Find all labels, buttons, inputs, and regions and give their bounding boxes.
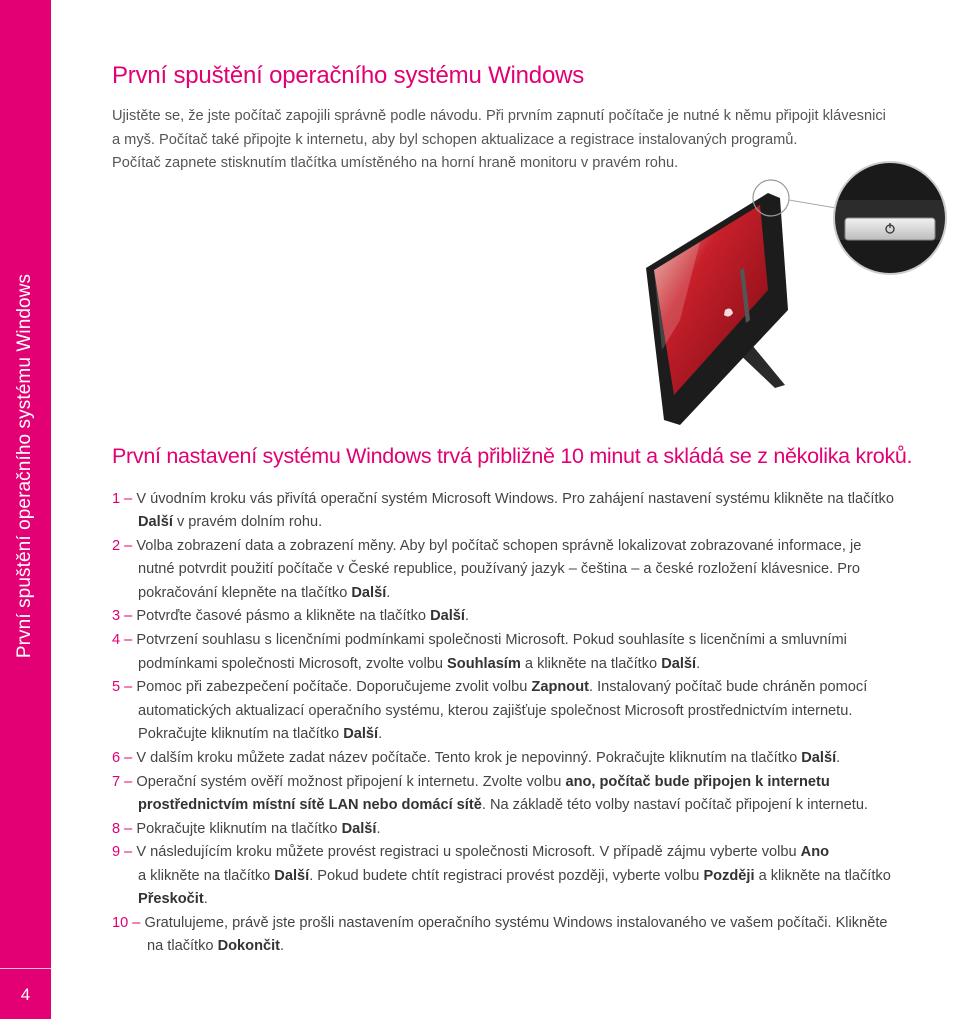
step-text: Pokračujte kliknutím na tlačítko Další.	[136, 820, 381, 837]
step-text: V následujícím kroku můžete provést registraci u společnosti Microsoft. V případě zájmu vyberte volbu Ano	[136, 844, 830, 861]
step-text: Volba zobrazení data a zobrazení měny. Aby byl počítač schopen správně lokalizovat zobrazované informace, je	[136, 538, 862, 555]
page-number: 4	[20, 985, 31, 1004]
bold-term: Později	[703, 867, 755, 884]
bold-term: Zapnout	[531, 679, 589, 696]
bold-term: Další	[661, 655, 697, 672]
page-title: První spuštění operačního systému Windows	[112, 62, 585, 89]
intro-line: Počítač zapnete stisknutím tlačítka umístěného na horní hraně monitoru v pravém rohu.	[112, 155, 679, 171]
monitor-power-button-illustration	[640, 160, 950, 430]
step-number: 3	[112, 608, 121, 625]
bold-term: Dokončit	[217, 938, 281, 955]
sidebar-title: První spuštění operačního systému Windows	[14, 273, 35, 659]
step-text: Přeskočit.	[138, 891, 208, 908]
step-number: 2	[112, 538, 121, 555]
step-text: na tlačítko Dokončit.	[147, 938, 285, 955]
list-item: 4 – Potvrzení souhlasu s licenčními podmínkami společnosti Microsoft. Pokud souhlasíte s licenčními a smluvními podmínkami společnosti Microsoft, zvolte volbu Souhlasím a klikněte na tlačítko Další.	[112, 629, 960, 676]
step-text: Operační systém ověří možnost připojení k internetu. Zvolte volbu ano, počítač bude připojen k internetu	[136, 773, 830, 790]
step-text: Potvrďte časové pásmo a klikněte na tlačítko Další.	[136, 608, 470, 625]
list-item: 6 – V dalším kroku můžete zadat název počítače. Tento krok je nepovinný. Pokračujte kliknutím na tlačítko Další.	[112, 749, 841, 766]
sidebar-divider	[0, 968, 51, 969]
step-text: V dalším kroku můžete zadat název počítače. Tento krok je nepovinný. Pokračujte kliknutím na tlačítko Další.	[136, 749, 841, 766]
step-text: prostřednictvím místní sítě LAN nebo domácí sítě. Na základě této volby nastaví počítač připojení k internetu.	[138, 796, 868, 813]
step-text: podmínkami společnosti Microsoft, zvolte volbu Souhlasím a klikněte na tlačítko Další.	[138, 655, 701, 672]
list-item: 3 – Potvrďte časové pásmo a klikněte na tlačítko Další.	[112, 608, 470, 625]
list-item: 5 – Pomoc při zabezpečení počítače. Doporučujeme zvolit volbu Zapnout. Instalovaný počítač bude chráněn pomocí automatických aktualizací operačního systému, kterou zajišťuje společnost Microsoft prostřednictvím internetu. Pokračujte kliknutím na tlačítko Další.	[112, 676, 960, 746]
bold-term: Další	[138, 514, 173, 531]
bold-term: Další	[274, 867, 310, 884]
step-text: nutné potvrdit použití počítače v České republice, používaný jazyk – čeština – a české rozložení klávesnice. Pro	[138, 561, 860, 578]
step-text: automatických aktualizací operačního systému, kterou zajišťuje společnost Microsoft prostřednictvím internetu.	[138, 702, 853, 719]
step-number: 8	[112, 820, 121, 837]
step-text: Pomoc při zabezpečení počítače. Doporučujeme zvolit volbu Zapnout. Instalovaný počítač bude chráněn pomocí	[136, 679, 868, 696]
bold-term: Další	[341, 820, 377, 837]
list-item: 1 – V úvodním kroku vás přivítá operační systém Microsoft Windows. Pro zahájení nastavení systému klikněte na tlačítko Další v pravém dolním rohu.	[112, 488, 960, 535]
sidebar	[0, 0, 51, 1019]
bold-term: Ano	[800, 844, 830, 861]
step-text: a klikněte na tlačítko Další. Pokud budete chtít registraci provést později, vyberte volbu Později a klikněte na tlačítko	[138, 867, 891, 884]
bold-term: Další	[430, 608, 465, 625]
step-number: 10	[112, 914, 129, 931]
step-number: 4	[112, 632, 121, 649]
step-number: 1	[112, 491, 121, 507]
step-number: 5	[112, 679, 121, 696]
section-heading: První nastavení systému Windows trvá přibližně 10 minut a skládá se z několika kroků.	[112, 444, 913, 468]
bold-term: prostřednictvím místní sítě LAN nebo domácí sítě	[138, 796, 482, 813]
bold-term: Přeskočit	[138, 891, 204, 908]
list-item: 8 – Pokračujte kliknutím na tlačítko Další.	[112, 820, 381, 837]
intro-line: a myš. Počítač také připojte k internetu, aby byl schopen aktualizace a registrace instalovaných programů.	[112, 131, 798, 148]
bold-term: Souhlasím	[447, 655, 521, 672]
step-text: Gratulujeme, právě jste prošli nastavením operačního systému Windows instalovaného ve vašem počítači. Klikněte	[144, 914, 888, 931]
bold-term: Další	[801, 749, 837, 766]
steps-list	[112, 488, 960, 959]
bold-term: ano, počítač bude připojen k internetu	[565, 773, 830, 790]
intro-line: Ujistěte se, že jste počítač zapojili správně podle návodu. Při prvním zapnutí počítače je nutné k němu připojit klávesnici	[112, 108, 886, 124]
list-item: 7 – Operační systém ověří možnost připojení k internetu. Zvolte volbu ano, počítač bude připojen k internetu prostřednictvím místní sítě LAN nebo domácí sítě. Na základě této volby nastaví počítač připojení k internetu.	[112, 771, 960, 818]
step-number: 6	[112, 749, 121, 766]
step-text: Potvrzení souhlasu s licenčními podmínkami společnosti Microsoft. Pokud souhlasíte s licenčními a smluvními	[136, 632, 847, 649]
list-item: 9 – V následujícím kroku můžete provést registraci u společnosti Microsoft. V případě zájmu vyberte volbu Ano a klikněte na tlačítko Další. Pokud budete chtít registraci provést později, vyberte volbu Později a klikněte na tlačítko Přeskočit.	[112, 841, 960, 911]
bold-term: Další	[343, 725, 379, 742]
step-number: 7	[112, 773, 121, 790]
step-text: Další v pravém dolním rohu.	[138, 514, 323, 531]
step-text: V úvodním kroku vás přivítá operační systém Microsoft Windows. Pro zahájení nastavení systému klikněte na tlačítko	[136, 491, 894, 507]
bold-term: Další	[351, 584, 387, 601]
list-item: 10 – Gratulujeme, právě jste prošli nastavením operačního systému Windows instalovaného ve vašem počítači. Klikněte na tlačítko Dokončit.	[112, 912, 960, 959]
step-number: 9	[112, 844, 121, 861]
list-item: 2 – Volba zobrazení data a zobrazení měny. Aby byl počítač schopen správně lokalizovat zobrazované informace, je nutné potvrdit použití počítače v České republice, používaný jazyk – čeština – a české rozložení klávesnice. Pro pokračování klepněte na tlačítko Další.	[112, 535, 960, 605]
step-text: pokračování klepněte na tlačítko Další.	[138, 584, 391, 601]
step-text: Pokračujte kliknutím na tlačítko Další.	[138, 725, 383, 742]
